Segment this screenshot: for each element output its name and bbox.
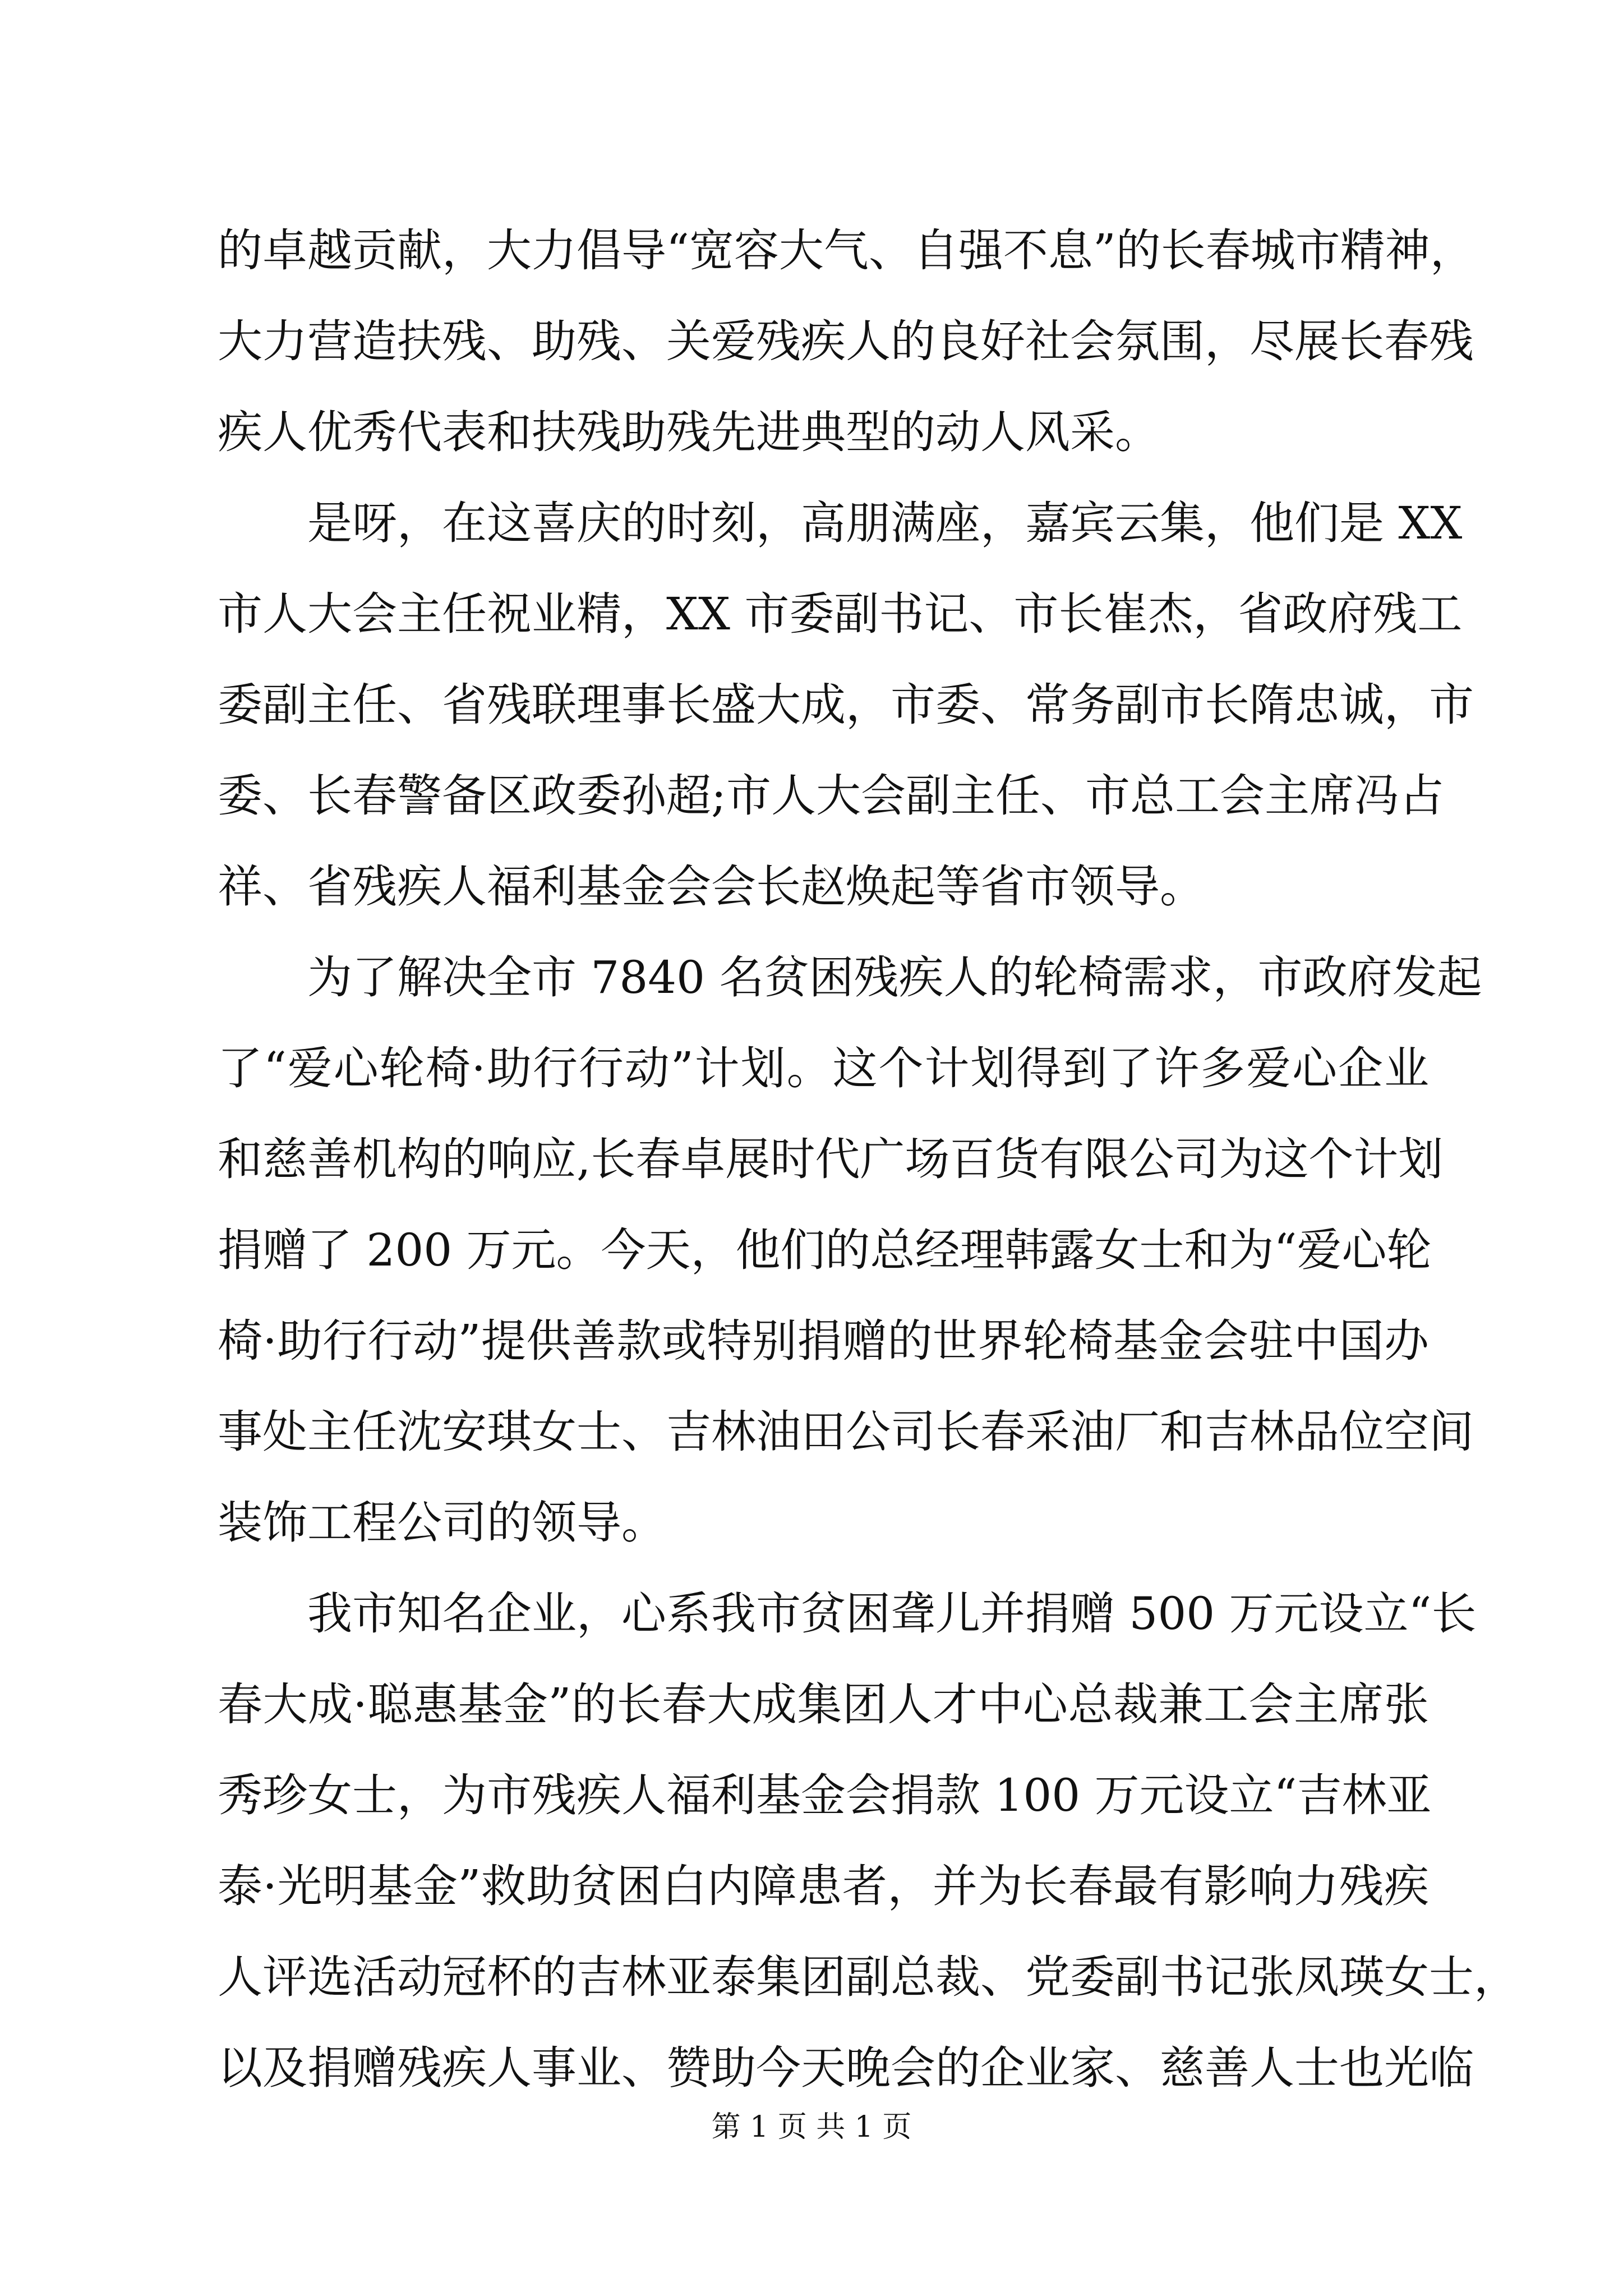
text-line: 泰·光明基金”救助贫困白内障患者，并为长春最有影响力残疾 [218,1860,1429,1912]
text-line: 疾人优秀代表和扶残助残先进典型的动人风采。 [218,406,1160,458]
text-line: 事处主任沈安琪女士、吉林油田公司长春采油厂和吉林品位空间 [218,1406,1474,1458]
text-line: 以及捐赠残疾人事业、赞助今天晚会的企业家、慈善人士也光临 [218,2042,1474,2094]
document-body [218,205,1519,2114]
text-line: 委、长春警备区政委孙超;市人大会副主任、市总工会主席冯占 [218,770,1444,822]
text-line: 我市知名企业，心系我市贫困聋儿并捐赠 500 万元设立“长 [218,1588,1477,1640]
text-line: 人评选活动冠杯的吉林亚泰集团副总裁、党委副书记张凤瑛女士， [218,1951,1519,2003]
text-line: 祥、省残疾人福利基金会会长赵焕起等省市领导。 [218,861,1205,913]
text-line: 大力营造扶残、助残、关爱残疾人的良好社会氛围，尽展长春残 [218,315,1474,367]
text-line: 了“爱心轮椅·助行行动”计划。这个计划得到了许多爱心企业 [218,1042,1429,1094]
text-line: 委副主任、省残联理事长盛大成，市委、常务副市长隋忠诚，市 [218,679,1474,731]
text-line: 秀珍女士，为市残疾人福利基金会捐款 100 万元设立“吉林亚 [218,1769,1432,1821]
page-number-footer: 第 1 页 共 1 页 [711,2110,912,2144]
text-line: 市人大会主任祝业精，XX 市委副书记、市长崔杰，省政府残工 [218,588,1463,640]
text-line: 为了解决全市 7840 名贫困残疾人的轮椅需求，市政府发起 [218,951,1482,1004]
text-line: 春大成·聪惠基金”的长春大成集团人才中心总裁兼工会主席张 [218,1678,1429,1731]
text-line: 和慈善机构的响应,长春卓展时代广场百货有限公司为这个计划 [218,1133,1444,1185]
text-line: 装饰工程公司的领导。 [218,1497,666,1549]
text-line: 椅·助行行动”提供善款或特别捐赠的世界轮椅基金会驻中国办 [218,1315,1429,1367]
text-line: 捐赠了 200 万元。今天，他们的总经理韩露女士和为“爱心轮 [218,1224,1432,1276]
text-line: 是呀，在这喜庆的时刻，高朋满座，嘉宾云集，他们是 XX [218,497,1463,549]
text-line: 的卓越贡献，大力倡导“宽容大气、自强不息”的长春城市精神， [218,224,1475,277]
